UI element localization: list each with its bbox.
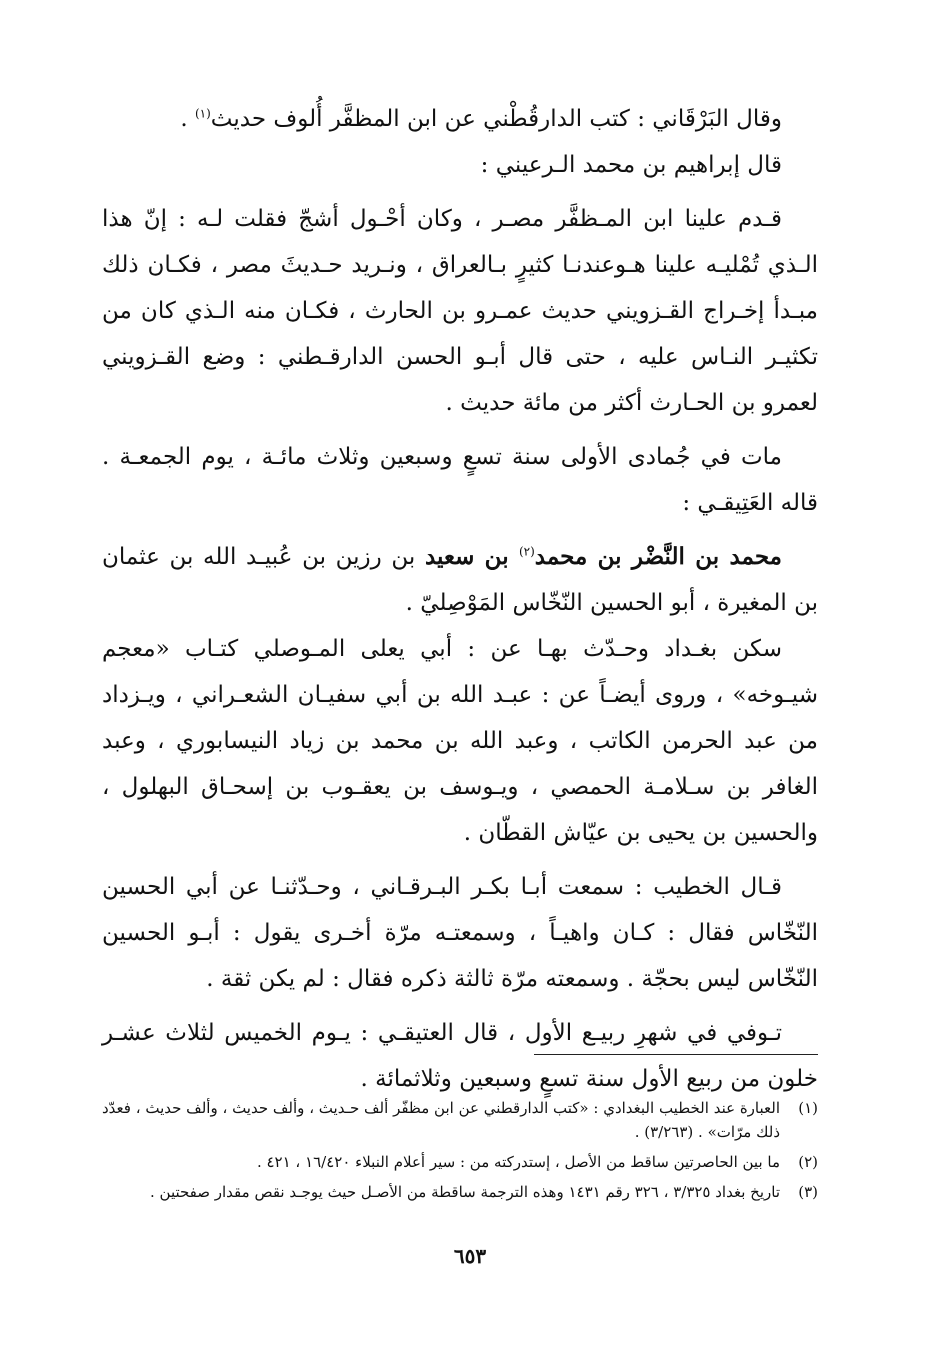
footnote-ref-2[interactable]: (٢) — [518, 544, 535, 559]
footnote-text: العبارة عند الخطيب البغدادي : «كتب الدارقطني عن ابن مظفّر ألف حـديث ، وألف حديث ، وألف حديث ، فعدّد ذلك مرّات» . (٣/٢٦٣) . — [102, 1099, 780, 1141]
paragraph-ibrahim-narration: قـدم علينا ابن المـظفَّر مصـر ، وكان أحْـول أشجّ فقلت لـه : إنّ هذا الـذي تُمْليـه علينا هـوعندنـا كثيرٍ بـالعراق ، ونـريد حـديثَ مصر ، فكـان ذلك مبـدأ إخـراج القـزويني حديث عمـرو بن الحارث ، فكـان منه الـذي كان من تكثيـر النـاس عليه ، حتى قال أبـو الحسن الدارقـطني : وضع القـزويني لعمرو بن الحـارث أكثر من مائة حديث . — [102, 206, 818, 416]
footnote-item — [102, 1180, 818, 1204]
biography-heading: محمد بن النَّضْر بن محمد$^{(٢)}$ بن سعيد بن رزين بن عُبيـد الله بن عثمان بن المغيرة ، أبو الحسين النّخّاس المَوْصِليّ . — [102, 543, 818, 616]
footnote-number: (١) — [798, 1099, 818, 1117]
footnote-item — [102, 1150, 818, 1174]
paragraph-ibrahim-intro: قال إبراهيم بن محمد الـرعيني : — [480, 152, 782, 178]
paragraph-death-date: مات في جُمادى الأولى سنة تسعٍ وسبعين وثلاث مائـة ، يوم الجمعـة . قاله العَتِيقـي : — [102, 444, 818, 516]
footnote-text: ما بين الحاصرتين ساقط من الأصل ، إستدركته من : سير أعلام النبلاء ١٦/٤٢٠ ، ٤٢١ . — [256, 1153, 780, 1171]
footnote-ref-1[interactable]: (١) — [194, 106, 211, 121]
page-number: ٦٥٣ — [453, 1244, 487, 1268]
footnotes-section — [102, 1096, 818, 1210]
paragraph-death-record: تـوفي في شهرِ ربيـع الأول ، قال العتيقـي : يـوم الخميس لثلاث عشـر خلون من ربيع الأول سنة تسعٍ وسبعين وثلاثمائة . — [102, 1020, 818, 1092]
footnote-number: (٢) — [798, 1153, 818, 1171]
paragraph-khatib-assessment: قـال الخطيب : سمعت أبـا بكـر البـرقـاني ، وحـدّثنـا عن أبي الحسين النّخّاس فقال : كـان واهيـاً ، وسمعتـه مرّة أخـرى يقول : أبـو الحسين النّخّاس ليس بحجّة . وسمعته مرّة ثالثة ذكره فقال : لم يكن ثقة . — [102, 874, 818, 992]
paragraph-teachers: سكن بغـداد وحـدّث بهـا عن : أبي يعلى المـوصلي كتـاب «معجم شيـوخه» ، وروى أيضـاً عن : عبـد الله بن أبي سفيـان الشعـراني ، ويـزداد من عبد الحرمن الكاتب ، وعبد الله بن محمد بن زياد النيسابوري ، وعبد الغافر بن سـلامـة الحمصي ، ويـوسف بن يعقـوب بن إسحـاق البهلول ، والحسين بن يحيى بن عيّاش القطّان . — [102, 636, 818, 846]
footnote-text: تاريخ بغداد ٣/٣٢٥ ، ٣٢٦ رقم ١٤٣١ وهذه الترجمة ساقطة من الأصـل حيث يوجـد نقص مقدار صفحتين . — [149, 1183, 780, 1201]
main-text — [102, 96, 818, 1102]
footnote-number: (٣) — [798, 1183, 818, 1201]
footnote-item — [102, 1096, 818, 1144]
footnote-separator — [534, 1054, 818, 1055]
paragraph-barqani-quote: وقال البَرْقَاني : كتب الدارقُطْني عن ابن المظفَّر أُلوف حديث$^{(١)}$ . — [180, 106, 782, 132]
